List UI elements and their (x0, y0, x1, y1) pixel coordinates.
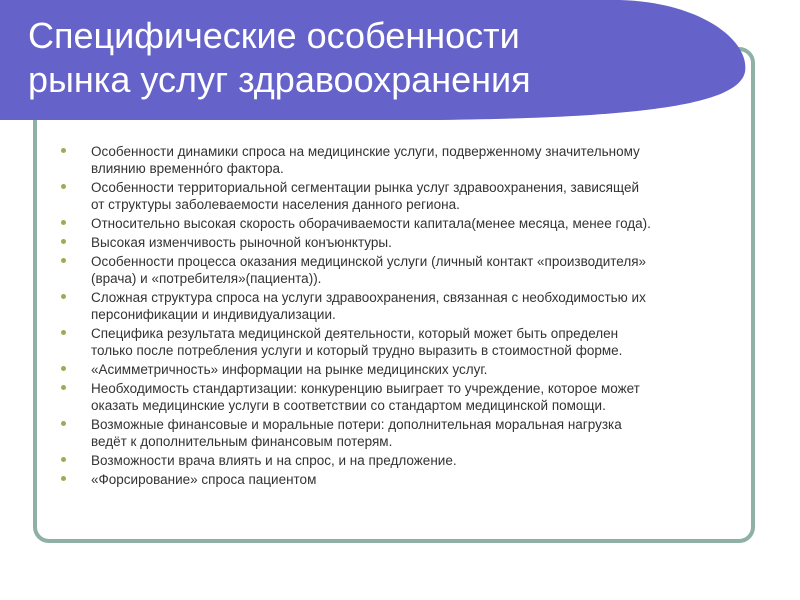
list-item-line-2: оказать медицинские услуги в соответствии со стандартом медицинской помощи. (91, 398, 606, 413)
bullet-icon (61, 258, 66, 263)
list-item (60, 416, 740, 450)
list-item-line-2: персонификации и индивидуализации. (91, 307, 336, 322)
bullet-icon (61, 476, 66, 481)
list-item (60, 452, 740, 469)
bullet-icon (61, 294, 66, 299)
list-item-line-1: Особенности территориальной сегментации рынка услуг здравоохранения, зависящей (91, 180, 639, 195)
bullet-icon (61, 366, 66, 371)
slide-title (28, 14, 531, 102)
list-item (60, 361, 740, 378)
list-item-line-1: Относительно высокая скорость оборачиваемости капитала(менее месяца, менее года). (91, 216, 651, 231)
bullet-icon (61, 184, 66, 189)
list-item (60, 325, 740, 359)
list-item (60, 143, 740, 177)
bullet-icon (61, 220, 66, 225)
list-item (60, 289, 740, 323)
bullet-icon (61, 421, 66, 426)
slide-title-line-1: Специфические особенности (28, 15, 520, 56)
list-item-line-1: Особенности динамики спроса на медицинские услуги, подверженному значительному (91, 144, 640, 159)
list-item-line-1: Специфика результата медицинской деятельности, который может быть определен (91, 326, 619, 341)
list-item (60, 215, 740, 232)
bullet-icon (61, 385, 66, 390)
bullet-list (60, 143, 740, 490)
bullet-icon (61, 330, 66, 335)
list-item-line-1: «Форсирование» спроса пациентом (91, 472, 317, 487)
list-item-line-1: «Асимметричность» информации на рынке медицинских услуг. (91, 362, 488, 377)
bullet-icon (61, 148, 66, 153)
list-item-line-2: от структуры заболеваемости населения данного региона. (91, 197, 460, 212)
list-item-line-2: влиянию временно́го фактора. (91, 161, 284, 176)
list-item-line-2: только после потребления услуги и который трудно выразить в стоимостной форме. (91, 343, 623, 358)
list-item-line-1: Возможные финансовые и моральные потери: дополнительная моральная нагрузка (91, 417, 622, 432)
list-item (60, 179, 740, 213)
bullet-icon (61, 457, 66, 462)
list-item-line-1: Возможности врача влиять и на спрос, и на предложение. (91, 453, 457, 468)
list-item (60, 471, 740, 488)
slide-title-line-2: рынка услуг здравоохранения (28, 59, 531, 100)
list-item (60, 234, 740, 251)
list-item-line-1: Особенности процесса оказания медицинской услуги (личный контакт «производителя» (91, 254, 647, 269)
list-item-line-1: Сложная структура спроса на услуги здравоохранения, связанная с необходимостью их (91, 290, 646, 305)
list-item (60, 380, 740, 414)
list-item-line-1: Необходимость стандартизации: конкуренцию выиграет то учреждение, которое может (91, 381, 640, 396)
list-item (60, 253, 740, 287)
bullet-icon (61, 239, 66, 244)
list-item-line-1: Высокая изменчивость рыночной конъюнктуры. (91, 235, 392, 250)
list-item-line-2: ведёт к дополнительным финансовым потерям. (91, 434, 393, 449)
list-item-line-2: (врача) и «потребителя»(пациента)). (91, 271, 322, 286)
